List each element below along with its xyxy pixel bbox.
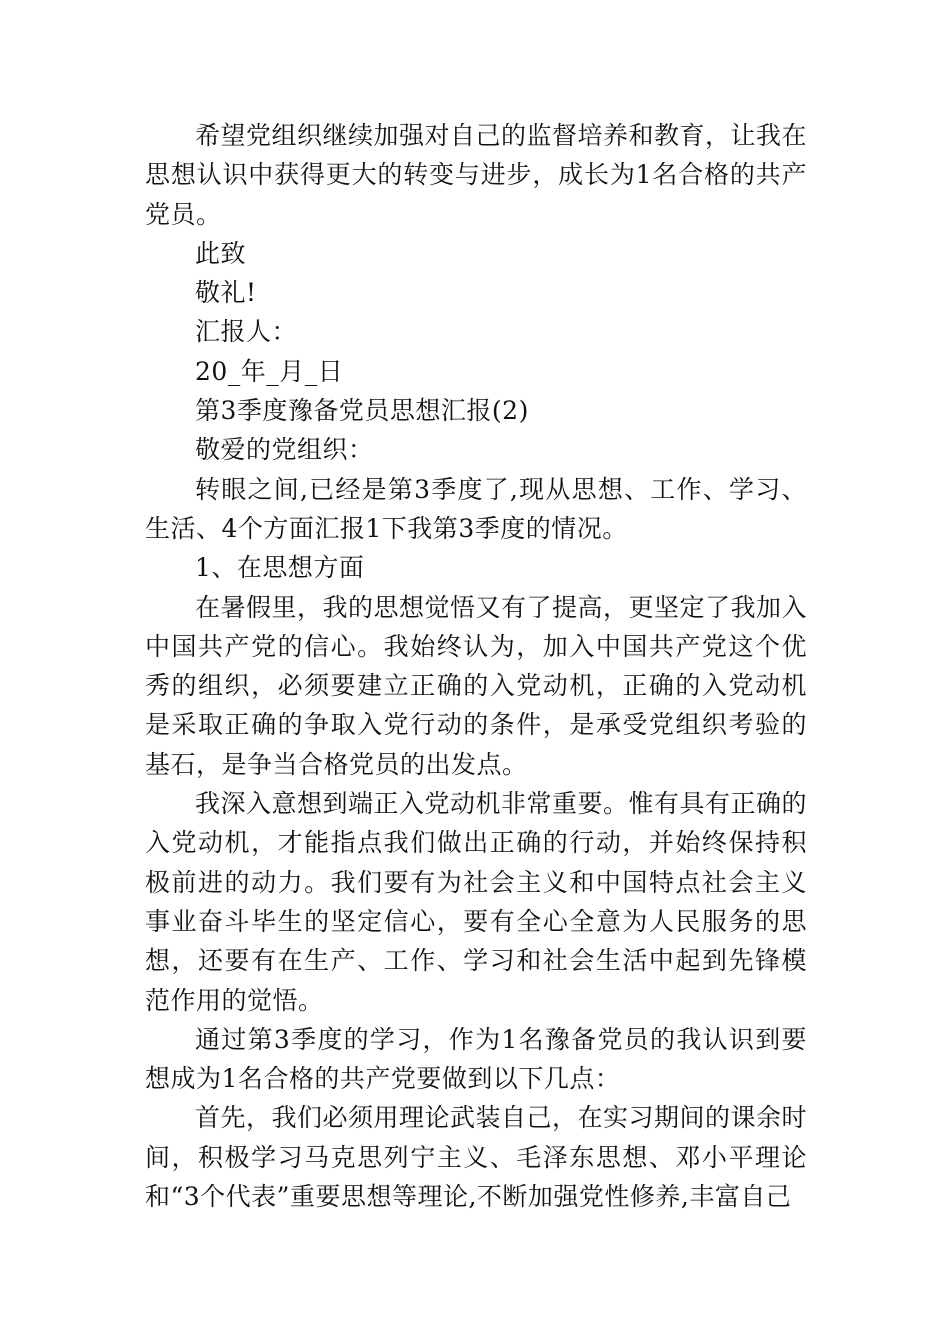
paragraph-body: 我深入意想到端正入党动机非常重要。惟有具有正确的入党动机，才能指点我们做出正确的行动，并始终保持积极前进的动力。我们要有为社会主义和中国特点社会主义事业奋斗毕生的坚定信心，要有全心全意为人民服务的思想，还要有在生产、工作、学习和社会生活中起到先锋模范作用的觉悟。 xyxy=(145,789,808,1015)
paragraph-body: 通过第3季度的学习，作为1名豫备党员的我认识到要想成为1名合格的共产党要做到以下几点： xyxy=(145,1024,807,1094)
section-title: 第3季度豫备党员思想汇报(2) xyxy=(195,396,529,426)
paragraph-date: 20_年_月_日 xyxy=(195,356,344,386)
paragraph-salutation-cizhi: 此致 xyxy=(195,238,247,268)
paragraph-reporter: 汇报人： xyxy=(195,317,298,347)
paragraph-intro: 转眼之间,已经是第3季度了,现从思想、工作、学习、生活、4个方面汇报1下我第3季度的情况。 xyxy=(145,474,807,543)
paragraph-closing-hope: 希望党组织继续加强对自己的监督培养和教育，让我在思想认识中获得更大的转变与进步，成长为1名合格的共产党员。 xyxy=(145,121,808,229)
paragraph-salutation-jingli: 敬礼! xyxy=(195,278,257,308)
subheading-thought: 1、在思想方面 xyxy=(195,553,365,583)
document-body xyxy=(145,116,807,1216)
paragraph-body: 首先，我们必须用理论武装自己，在实习期间的课余时间，积极学习马克思列宁主义、毛泽东思想、邓小平理论和“3个代表”重要思想等理论,不断加强党性修养,丰富自己 xyxy=(145,1103,808,1212)
paragraph-body: 在暑假里，我的思想觉悟又有了提高，更坚定了我加入中国共产党的信心。我始终认为，加入中国共产党这个优秀的组织，必须要建立正确的入党动机，正确的入党动机是采取正确的争取入党行动的条件，是承受党组织考验的基石，是争当合格党员的出发点。 xyxy=(145,592,808,779)
paragraph-greeting: 敬爱的党组织： xyxy=(195,435,374,465)
